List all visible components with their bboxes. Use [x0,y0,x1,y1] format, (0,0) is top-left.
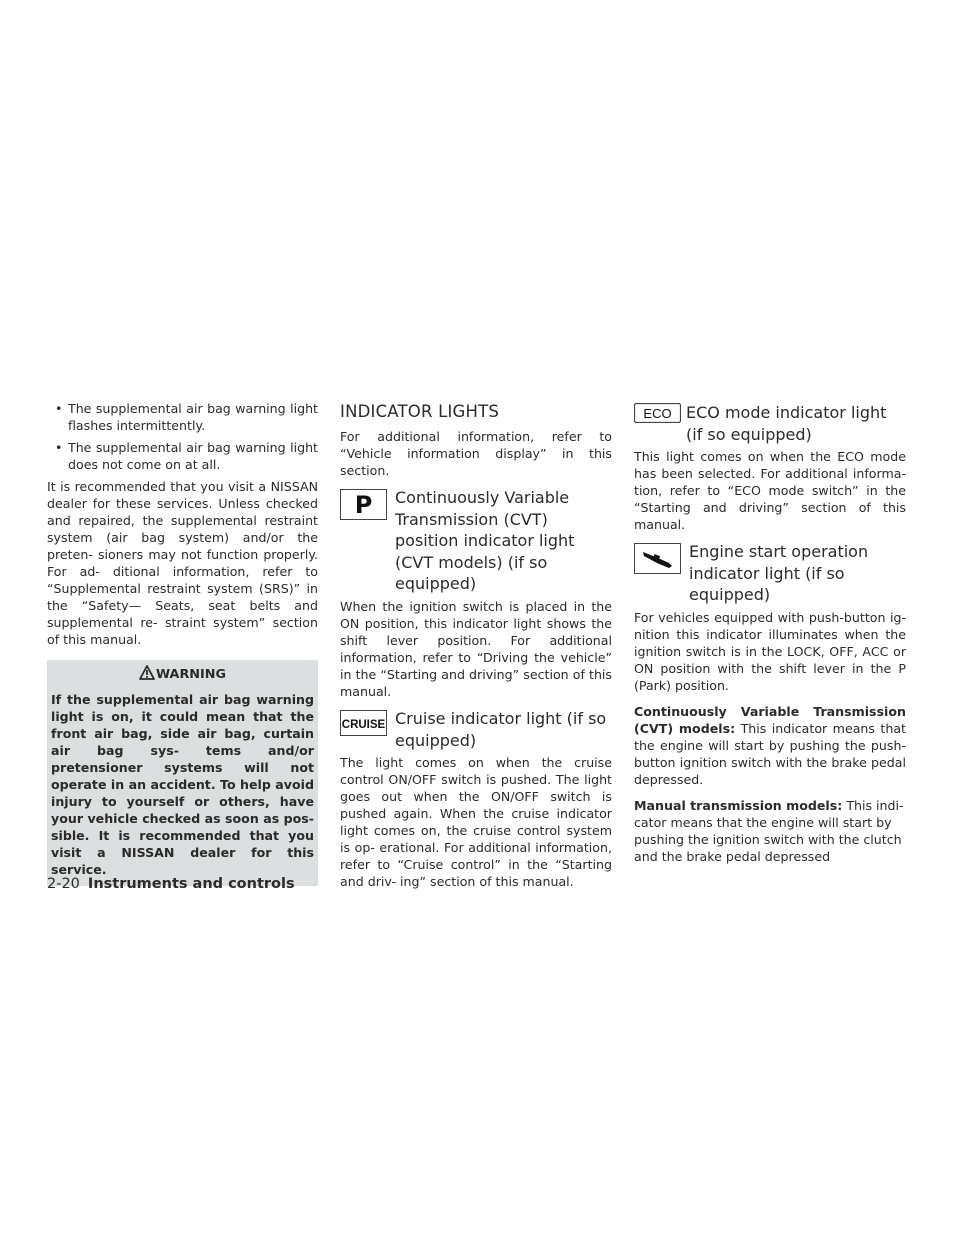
warning-header [47,660,318,691]
cruise-indicator-header [340,708,612,751]
eco-indicator-title: ECO mode indicator light (if so equipped) [686,403,887,444]
warning-triangle-icon [139,665,155,680]
warning-title: WARNING [156,667,226,682]
cruise-icon-label: CRUISE [341,719,386,731]
warning-box [47,660,318,886]
footer-section-title: Instruments and controls [87,876,295,892]
page-number: 2-20 [47,876,80,892]
cvt-indicator-title: Continuously Variable Transmission (CVT) position indicator light (CVT models) (if so equipped) [395,488,575,593]
engine-start-header [634,541,906,606]
cvt-icon-letter: P [354,491,373,519]
intro-paragraph: For additional information, refer to “Vehicle information display” in this section. [340,429,612,478]
manual-models-label: Manual transmission models: [634,797,843,813]
column-right [634,400,906,871]
engine-start-icon [634,543,681,574]
dealer-paragraph: It is recommended that you visit a NISSAN dealer for these services. Unless checked and repaired, the supplemental restraint system (air bag system) and/or the preten- sioners may not function properly. For ad- ditional information, refer to “Supplemental restraint system (SRS)” in the “Safety— Seats, seat belts and supplemental re- straint system” section of this manual. [47,479,318,647]
eco-indicator-header [634,402,906,445]
manual-models-text: This indi- cator means that the engine will start by pushing the ignition switch with the clutch and the brake pedal depressed [634,797,904,864]
column-middle [340,400,612,896]
bullet-dot: • [55,401,63,416]
bullet-item [47,400,318,434]
cvt-indicator-text: When the ignition switch is placed in the ON position, this indicator light shows the shift lever position. For additional information, refer to “Driving the vehicle” in the “Starting and driving” section of this manual. [340,599,612,699]
cvt-position-p-icon [340,489,387,520]
page-footer [47,876,295,892]
section-title: INDICATOR LIGHTS [340,402,500,421]
bullet-text: The supplemental air bag warning light flashes intermittently. [68,401,318,433]
engine-start-text: For vehicles equipped with push-button ig- nition this indicator illuminates when the ignition switch is in the LOCK, OFF, ACC or ON position with the shift lever in the P (Park) position. [634,609,906,693]
cvt-indicator-header [340,487,612,595]
engine-start-manual-paragraph [634,797,906,865]
cruise-indicator-title: Cruise indicator light (if so equipped) [395,709,607,750]
cruise-icon [340,710,387,736]
cvt-models-text: This indicator means that the engine will start by pushing the push- button ignition switch with the brake pedal depressed. [634,720,906,787]
eco-indicator-text: This light comes on when the ECO mode has been selected. For additional informa- tion, refer to “ECO mode switch” in the “Starting and driving” section of this manual. [634,449,906,532]
cvt-models-label: Continuously Variable Transmission (CVT) models: [634,703,906,736]
cruise-indicator-text: The light comes on when the cruise control ON/OFF switch is pushed. The light goes out when the ON/OFF switch is pushed again. When the cruise indicator light comes on, the cruise control system is op- erational. For additional information, refer to “Cruise control” in the “Starting and driv- ing” section of this manual. [340,755,612,889]
column-left [47,400,318,886]
engine-start-title: Engine start operation indicator light (if so equipped) [689,542,869,604]
engine-start-cvt-paragraph [634,703,906,788]
bullet-text: The supplemental air bag warning light does not come on at all. [68,440,318,472]
eco-icon [634,403,681,423]
bullet-item [47,439,318,473]
warning-text: If the supplemental air bag warning light is on, it could mean that the front air bag, side air bag, curtain air bag sys- tems and/or pretensioner systems will not operate in an accident. To help avoid injury to yourself or others, have your vehicle checked as soon as pos- sible. It is recommended that you visit a NISSAN dealer for this service. [51,692,314,877]
bullet-dot: • [55,440,63,455]
eco-icon-label: ECO [643,406,672,421]
